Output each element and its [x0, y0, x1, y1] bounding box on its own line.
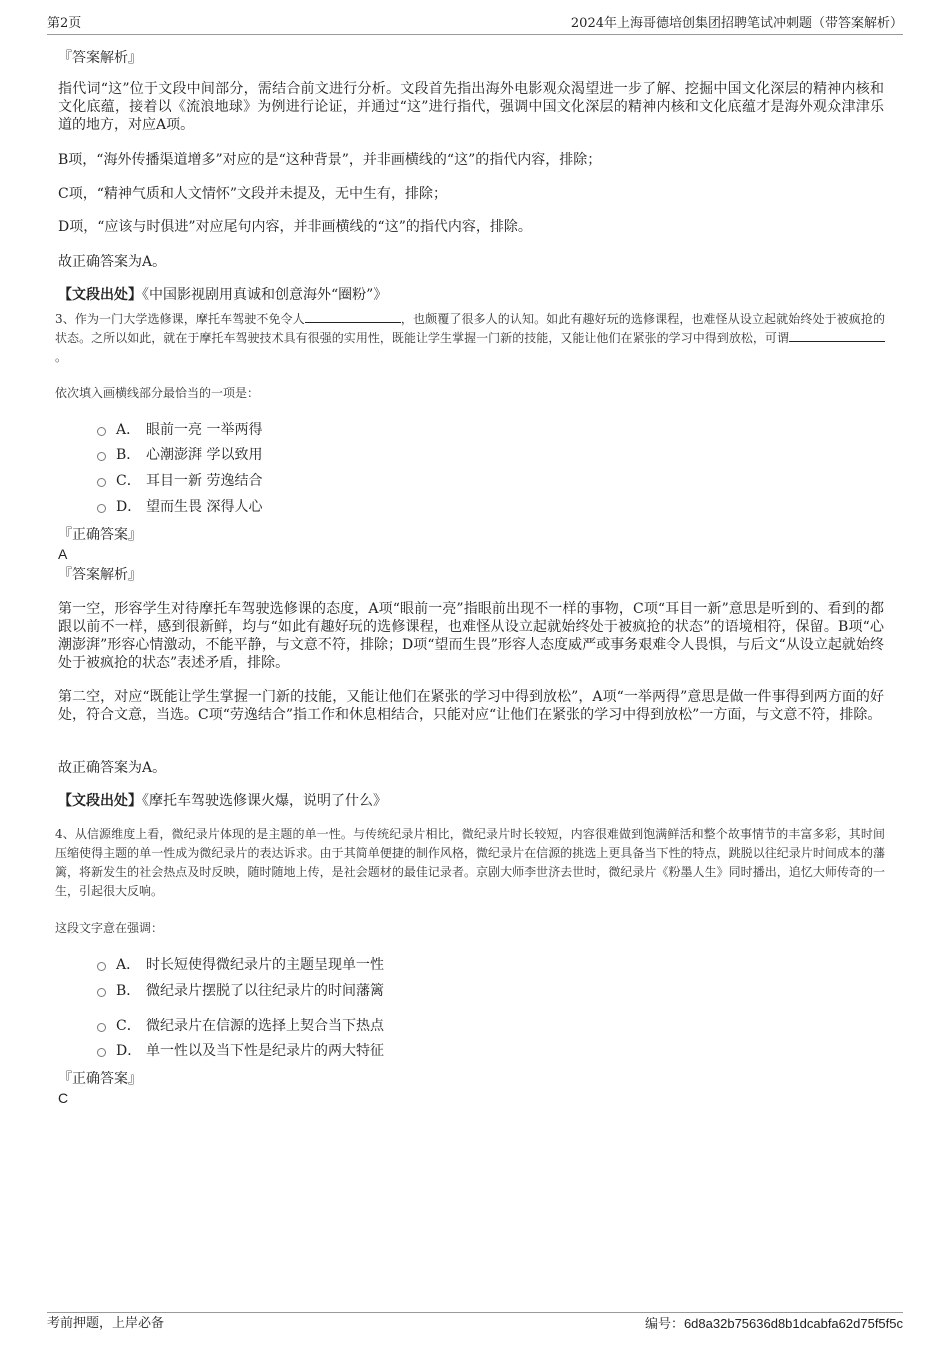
- footer-code: [645, 1315, 903, 1334]
- q4-option-d[interactable]: D． 单一性以及当下性是纪录片的两大特征: [97, 1042, 384, 1060]
- radio-icon[interactable]: [97, 988, 106, 997]
- page-header: [47, 16, 903, 35]
- radio-icon[interactable]: [97, 427, 106, 436]
- source-tag: 【文段出处】: [58, 793, 142, 809]
- q3-option-a[interactable]: A． 眼前一亮 一举两得: [97, 421, 262, 439]
- q3-stem: [55, 310, 885, 367]
- radio-icon[interactable]: [97, 1023, 106, 1032]
- q3-correct-answer: A: [58, 546, 68, 562]
- source-title: 《摩托车驾驶选修课火爆，说明了什么》: [142, 793, 387, 809]
- q2-analysis-p3: C项，“精神气质和人文情怀”文段并未提及，无中生有，排除；: [58, 186, 448, 202]
- q4-option-b[interactable]: B． 微纪录片摆脱了以往纪录片的时间藩篱: [97, 982, 384, 1000]
- q3-analysis-p1: 第一空，形容学生对待摩托车驾驶选修课的态度，A项“眼前一亮”指眼前出现不一样的事物，C项“耳目一新”意思是听到的、看到的都跟以前不一样，感到很新鲜，均与“如此有趣好玩的选修课程，也难怪从设立起就始终处于被疯抢的状态”的语境相符，保留。B项“心潮澎湃”形容心情激动，不能平静，与文意不符，排除；D项“望而生畏”形容人态度威严或事务艰难令人畏惧，与后文“从设立起就始终处于被疯抢的状态”表述矛盾，排除。: [58, 601, 884, 671]
- radio-icon[interactable]: [97, 478, 106, 487]
- q3-stem-part3: 。: [55, 350, 68, 364]
- q3-source: [58, 792, 387, 810]
- q2-analysis-label: 『答案解析』: [58, 50, 142, 66]
- source-tag: 【文段出处】: [58, 287, 142, 303]
- document-title: 2024年上海哥德培创集团招聘笔试冲刺题（带答案解析）: [570, 16, 903, 31]
- q4-stem: 4、从信源维度上看，微纪录片体现的是主题的单一性。与传统纪录片相比，微纪录片时长较短，内容很难做到饱满鲜活和整个故事情节的丰富多彩，其时间压缩使得主题的单一性成为微纪录片的表达诉求。由于其简单便捷的制作风格，微纪录片在信源的挑选上更具备当下性的特点，跳脱以往纪录片时间成本的藩篱，将新发生的社会热点及时反映，随时随地上传，是社会题材的最佳记录者。京剧大师李世济去世时，微纪录片《粉墨人生》同时播出，追忆大师传奇的一生，引起很大反响。: [55, 827, 885, 898]
- q3-option-c[interactable]: C． 耳目一新 劳逸结合: [97, 472, 262, 490]
- page-number: 第2页: [47, 16, 82, 31]
- radio-icon[interactable]: [97, 452, 106, 461]
- q3-prompt: 依次填入画横线部分最恰当的一项是：: [55, 386, 260, 400]
- q4-correct-answer: C: [58, 1090, 69, 1106]
- footer-code-value: 6d8a32b75636d8b1dcabfa62d75f5f5c: [683, 1316, 903, 1331]
- q2-analysis-p2: B项，“海外传播渠道增多”对应的是“这种背景”，并非画横线的“这”的指代内容，排除；: [58, 152, 602, 168]
- footer-code-label: 编号：: [644, 1317, 684, 1332]
- q4-prompt: 这段文字意在强调：: [55, 921, 164, 935]
- q3-analysis-label: 『答案解析』: [58, 567, 142, 583]
- q4-option-a[interactable]: A． 时长短使得微纪录片的主题呈现单一性: [97, 956, 384, 974]
- q3-blank-2: [789, 329, 885, 342]
- q4-correct-label: 『正确答案』: [58, 1071, 142, 1087]
- page-footer: [47, 1312, 903, 1333]
- q3-correct-label: 『正确答案』: [58, 527, 142, 543]
- q3-option-d[interactable]: D． 望而生畏 深得人心: [97, 498, 262, 516]
- q2-analysis-conclusion: 故正确答案为A。: [58, 254, 167, 270]
- radio-icon[interactable]: [97, 962, 106, 971]
- radio-icon[interactable]: [97, 504, 106, 513]
- q3-option-b[interactable]: B． 心潮澎湃 学以致用: [97, 446, 262, 464]
- q2-source: [58, 286, 387, 304]
- q3-analysis-p2: 第二空，对应“既能让学生掌握一门新的技能，又能让他们在紧张的学习中得到放松”，A项“一举两得”意思是做一件事得到两方面的好处，符合文意，当选。C项“劳逸结合”指工作和休息相结合，只能对应“让他们在紧张的学习中得到放松”一方面，与文意不符，排除。: [58, 689, 884, 723]
- footer-slogan: 考前押题，上岸必备: [47, 1316, 165, 1331]
- source-title: 《中国影视剧用真诚和创意海外“圈粉”》: [142, 287, 388, 303]
- q2-analysis-p1: 指代词“这”位于文段中间部分，需结合前文进行分析。文段首先指出海外电影观众渴望进一步了解、挖掘中国文化深层的精神内核和文化底蕴，接着以《流浪地球》为例进行论证，并通过“这”进行指代，强调中国文化深层的精神内核和文化底蕴才是海外观众津津乐道的地方，对应A项。: [58, 81, 884, 133]
- q2-analysis-p4: D项，“应该与时俱进”对应尾句内容，并非画横线的“这”的指代内容，排除。: [58, 219, 532, 235]
- q3-blank-1: [305, 310, 401, 323]
- q3-stem-part1: 3、作为一门大学选修课，摩托车驾驶不免令人: [55, 312, 305, 326]
- q4-option-c[interactable]: C． 微纪录片在信源的选择上契合当下热点: [97, 1017, 384, 1035]
- radio-icon[interactable]: [97, 1048, 106, 1057]
- q3-analysis-conclusion: 故正确答案为A。: [58, 760, 167, 776]
- q3-stem-part2: ，也颇覆了很多人的认知。如此有趣好玩的选修课程，也难怪从设立起就始终处于被疯抢的状态。之所以如此，就在于摩托车驾驶技术具有很强的实用性，既能让学生掌握一门新的技能，又能让他们在紧张的学习中得到放松，可谓: [55, 312, 885, 345]
